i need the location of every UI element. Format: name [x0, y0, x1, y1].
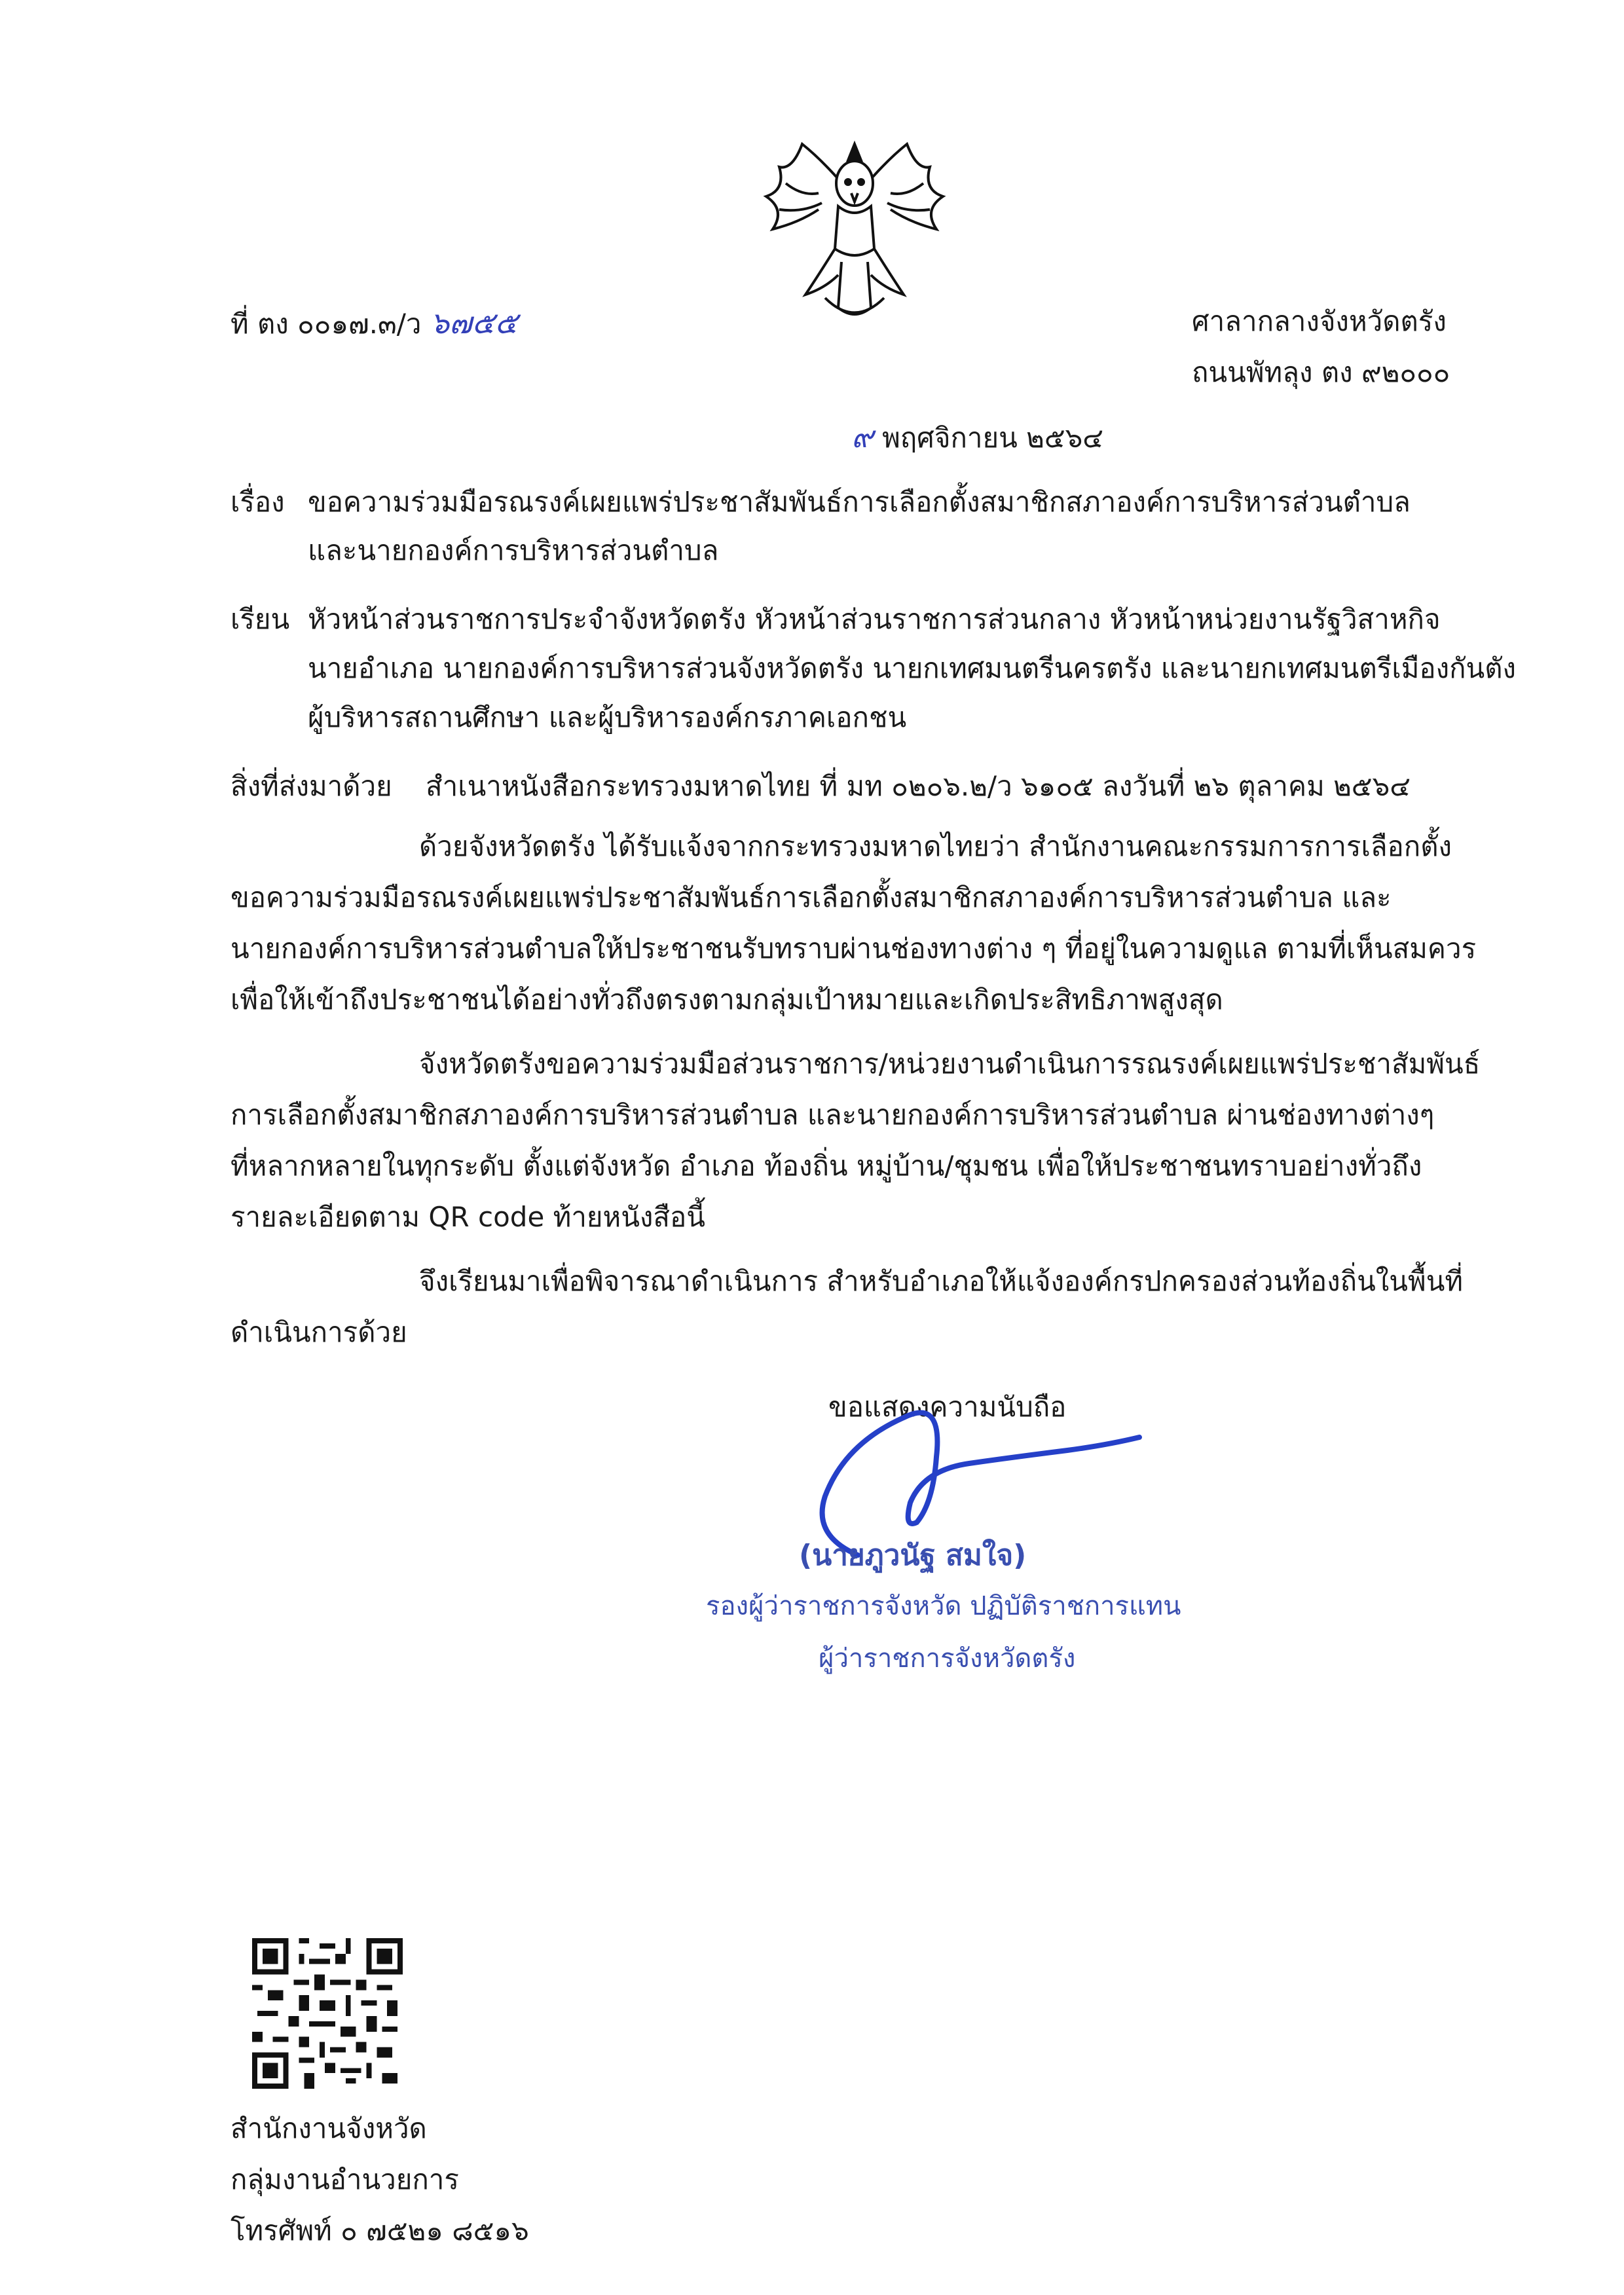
paragraph2-line2: การเลือกตั้งสมาชิกสภาองค์การบริหารส่วนตำบล และนายกองค์การบริหารส่วนตำบล ผ่านช่องทางต่างๆ [231, 1099, 1435, 1131]
recipient-line3: ผู้บริหารสถานศึกษา และผู้บริหารองค์กรภาคเอกชน [308, 701, 907, 733]
recipient-line1: หัวหน้าส่วนราชการประจำจังหวัดตรัง หัวหน้าส่วนราชการส่วนกลาง หัวหน้าหน่วยงานรัฐวิสาหกิจ [308, 603, 1441, 635]
enclosure-text: สำเนาหนังสือกระทรวงมหาดไทย ที่ มท ๐๒๐๖.๒/ว ๖๑๐๕ ลงวันที่ ๒๖ ตุลาคม ๒๕๖๔ [426, 770, 1411, 802]
recipient-line2: นายอำเภอ นายกองค์การบริหารส่วนจังหวัดตรัง นายกเทศมนตรีนครตรัง และนายกเทศมนตรีเมืองกันตัง [308, 652, 1517, 684]
closing-regards: ขอแสดงความนับถือ [828, 1391, 1067, 1423]
reference-label: ที่ ตง ๐๐๑๗.๓/ว [231, 308, 422, 340]
recipient-label: เรียน [231, 603, 290, 635]
reference-number-handwritten: ๖๗๕๕ [430, 305, 518, 340]
garuda-emblem-icon [740, 131, 969, 327]
organization-address-line1: ศาลากลางจังหวัดตรัง [1192, 305, 1447, 337]
reference-number-line [231, 305, 518, 340]
signatory-name: (นายภูวนัฐ สมใจ) [799, 1539, 1027, 1572]
paragraph2-line3: ที่หลากหลายในทุกระดับ ตั้งแต่จังหวัด อำเภอ ท้องถิ่น หมู่บ้าน/ชุมชน เพื่อให้ประชาชนทราบอย่างทั่วถึง [231, 1150, 1422, 1182]
paragraph3-line1: จึงเรียนมาเพื่อพิจารณาดำเนินการ สำหรับอำเภอให้แจ้งองค์กรปกครองส่วนท้องถิ่นในพื้นที่ [419, 1265, 1464, 1297]
paragraph3-line2: ดำเนินการด้วย [231, 1316, 407, 1348]
signatory-title1: รองผู้ว่าราชการจังหวัด ปฏิบัติราชการแทน [706, 1591, 1181, 1621]
subject-line2: และนายกองค์การบริหารส่วนตำบล [308, 534, 719, 566]
date-day-handwritten: ๙ [851, 419, 874, 454]
signatory-title2: ผู้ว่าราชการจังหวัดตรัง [819, 1643, 1076, 1674]
footer-division: กลุ่มงานอำนวยการ [231, 2163, 459, 2195]
paragraph2-line1: จังหวัดตรังขอความร่วมมือส่วนราชการ/หน่วยงานดำเนินการรณรงค์เผยแพร่ประชาสัมพันธ์ [419, 1048, 1481, 1080]
paragraph1-line2: ขอความร่วมมือรณรงค์เผยแพร่ประชาสัมพันธ์การเลือกตั้งสมาชิกสภาองค์การบริหารส่วนตำบล และ [231, 881, 1392, 913]
paragraph1-line3: นายกองค์การบริหารส่วนตำบลให้ประชาชนรับทราบผ่านช่องทางต่าง ๆ ที่อยู่ในความดูแล ตามที่เห็นสมควร [231, 932, 1477, 964]
paragraph2-line4: รายละเอียดตาม QR code ท้ายหนังสือนี้ [231, 1201, 705, 1233]
enclosure-label: สิ่งที่ส่งมาด้วย [231, 770, 392, 802]
subject-label: เรื่อง [231, 486, 285, 518]
footer-phone: โทรศัพท์ ๐ ๗๕๒๑ ๘๕๑๖ [231, 2214, 529, 2247]
paragraph1-line1: ด้วยจังหวัดตรัง ได้รับแจ้งจากกระทรวงมหาดไทยว่า สำนักงานคณะกรรมการการเลือกตั้ง [419, 830, 1452, 862]
document-date [851, 419, 1104, 454]
footer-office: สำนักงานจังหวัด [231, 2112, 427, 2144]
paragraph1-line4: เพื่อให้เข้าถึงประชาชนได้อย่างทั่วถึงตรงตามกลุ่มเป้าหมายและเกิดประสิทธิภาพสูงสุด [231, 983, 1223, 1016]
qr-code [252, 1938, 403, 2089]
subject-line1: ขอความร่วมมือรณรงค์เผยแพร่ประชาสัมพันธ์การเลือกตั้งสมาชิกสภาองค์การบริหารส่วนตำบล [308, 486, 1411, 518]
organization-address-line2: ถนนพัทลุง ตง ๙๒๐๐๐ [1192, 356, 1450, 388]
date-month-year: พฤศจิกายน ๒๕๖๔ [882, 422, 1104, 454]
